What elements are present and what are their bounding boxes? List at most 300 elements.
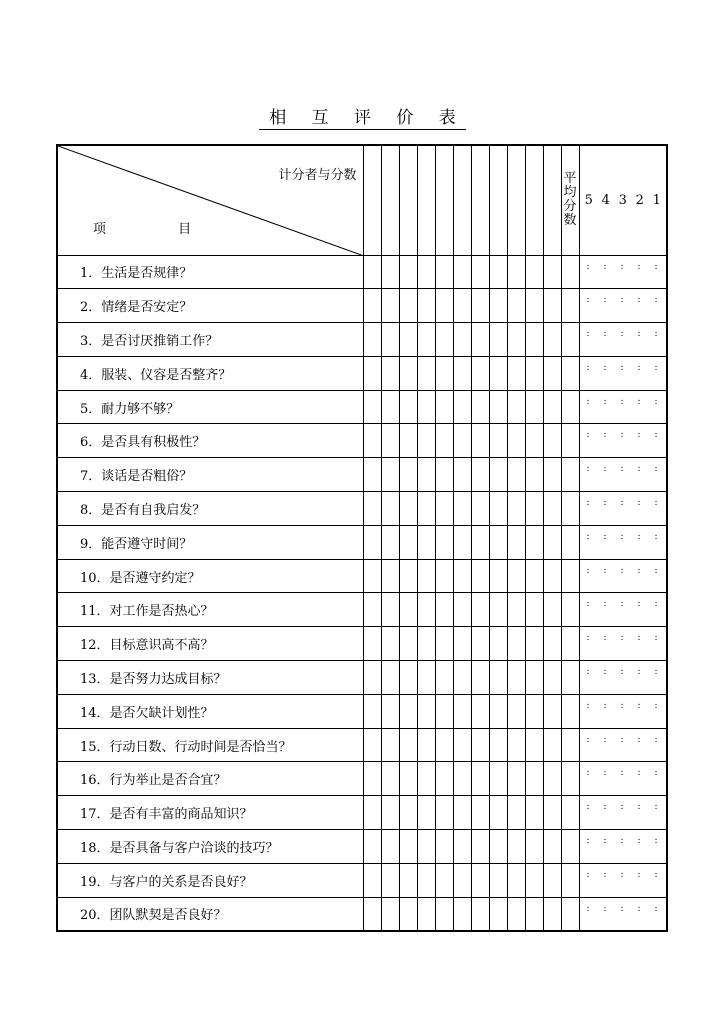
score-entry-cell[interactable]: [417, 627, 435, 661]
score-entry-cell[interactable]: [381, 830, 399, 864]
score-entry-cell[interactable]: [381, 863, 399, 897]
score-entry-cell[interactable]: [471, 762, 489, 796]
score-entry-cell[interactable]: [399, 323, 417, 357]
score-entry-cell[interactable]: [399, 424, 417, 458]
score-entry-cell[interactable]: [363, 661, 381, 695]
score-entry-cell[interactable]: [453, 390, 471, 424]
score-entry-cell[interactable]: [453, 830, 471, 864]
score-entry-cell[interactable]: [489, 897, 507, 931]
score-entry-cell[interactable]: [417, 390, 435, 424]
score-entry-cell[interactable]: [489, 390, 507, 424]
score-entry-cell[interactable]: [399, 762, 417, 796]
item-text: 8．是否有自我启发？: [57, 492, 363, 526]
score-entry-cell[interactable]: [525, 897, 543, 931]
score-entry-cell[interactable]: [435, 796, 453, 830]
score-entry-cell[interactable]: [435, 525, 453, 559]
score-entry-cell[interactable]: [471, 863, 489, 897]
score-entry-cell[interactable]: [417, 255, 435, 289]
score-entry-cell[interactable]: [543, 255, 561, 289]
average-score-cell[interactable]: [561, 492, 579, 526]
average-score-cell[interactable]: [561, 356, 579, 390]
score-entry-cell[interactable]: [507, 458, 525, 492]
score-entry-cell[interactable]: [435, 356, 453, 390]
scale-mark: :: [603, 498, 607, 509]
score-entry-cell[interactable]: [399, 728, 417, 762]
scale-mark: :: [637, 869, 641, 880]
score-entry-cell[interactable]: [435, 390, 453, 424]
scale-mark: :: [620, 498, 624, 509]
item-text: 17．是否有丰富的商品知识？: [57, 796, 363, 830]
score-entry-cell[interactable]: [417, 728, 435, 762]
score-entry-cell[interactable]: [399, 863, 417, 897]
table-row: [57, 796, 667, 830]
score-entry-cell[interactable]: [471, 796, 489, 830]
score-entry-cell[interactable]: [471, 390, 489, 424]
score-entry-cell[interactable]: [471, 424, 489, 458]
score-entry-cell[interactable]: [363, 728, 381, 762]
item-text: 11．对工作是否热心？: [57, 593, 363, 627]
score-entry-cell[interactable]: [471, 661, 489, 695]
score-entry-cell[interactable]: [525, 390, 543, 424]
score-entry-cell[interactable]: [507, 492, 525, 526]
score-entry-cell[interactable]: [363, 458, 381, 492]
score-entry-cell[interactable]: [363, 492, 381, 526]
average-score-cell[interactable]: [561, 897, 579, 931]
score-entry-cell[interactable]: [507, 525, 525, 559]
scale-mark: :: [586, 329, 590, 340]
score-entry-cell[interactable]: [525, 627, 543, 661]
score-entry-cell[interactable]: [435, 492, 453, 526]
score-entry-cell[interactable]: [453, 694, 471, 728]
score-entry-cell[interactable]: [363, 830, 381, 864]
score-entry-cell[interactable]: [363, 323, 381, 357]
score-entry-cell[interactable]: [507, 762, 525, 796]
score-entry-cell[interactable]: [363, 897, 381, 931]
score-entry-cell[interactable]: [453, 593, 471, 627]
average-score-cell[interactable]: [561, 796, 579, 830]
score-entry-cell[interactable]: [417, 694, 435, 728]
score-entry-cell[interactable]: [399, 255, 417, 289]
score-entry-cell[interactable]: [363, 424, 381, 458]
score-entry-cell[interactable]: [453, 356, 471, 390]
score-entry-cell[interactable]: [525, 830, 543, 864]
score-entry-cell[interactable]: [399, 559, 417, 593]
score-entry-cell[interactable]: [489, 458, 507, 492]
item-text: 10．是否遵守约定？: [57, 559, 363, 593]
score-entry-cell[interactable]: [471, 356, 489, 390]
score-entry-cell[interactable]: [435, 863, 453, 897]
scale-mark: :: [603, 295, 607, 306]
score-entry-cell[interactable]: [453, 762, 471, 796]
score-entry-cell[interactable]: [507, 559, 525, 593]
scale-2: 2: [635, 192, 644, 208]
score-entry-cell[interactable]: [507, 323, 525, 357]
scale-mark: :: [620, 396, 624, 407]
score-entry-cell[interactable]: [381, 897, 399, 931]
score-entry-cell[interactable]: [543, 762, 561, 796]
score-entry-cell[interactable]: [507, 661, 525, 695]
score-entry-cell[interactable]: [399, 593, 417, 627]
score-entry-cell[interactable]: [453, 492, 471, 526]
scale-mark: :: [586, 295, 590, 306]
scale-1: 1: [652, 192, 661, 208]
score-entry-cell[interactable]: [507, 255, 525, 289]
score-entry-cell[interactable]: [381, 492, 399, 526]
scale-mark: :: [603, 430, 607, 441]
score-entry-cell[interactable]: [453, 458, 471, 492]
score-entry-cell[interactable]: [543, 559, 561, 593]
scale-mark: :: [637, 498, 641, 509]
score-entry-cell[interactable]: [417, 458, 435, 492]
score-entry-cell[interactable]: [381, 525, 399, 559]
score-entry-cell[interactable]: [543, 694, 561, 728]
score-entry-cell[interactable]: [453, 661, 471, 695]
score-entry-cell[interactable]: [525, 559, 543, 593]
table-row: [57, 255, 667, 289]
scale-mark: :: [654, 329, 658, 340]
score-entry-cell[interactable]: [381, 289, 399, 323]
average-score-cell[interactable]: [561, 289, 579, 323]
score-entry-cell[interactable]: [381, 661, 399, 695]
score-entry-cell[interactable]: [453, 897, 471, 931]
average-score-cell[interactable]: [561, 830, 579, 864]
score-entry-cell[interactable]: [381, 593, 399, 627]
score-entry-cell[interactable]: [363, 525, 381, 559]
score-entry-cell[interactable]: [453, 863, 471, 897]
average-score-cell[interactable]: [561, 694, 579, 728]
scale-mark: :: [654, 295, 658, 306]
score-entry-cell[interactable]: [525, 796, 543, 830]
scale-mark-cell: [579, 289, 667, 323]
score-entry-cell[interactable]: [399, 356, 417, 390]
scale-mark: :: [654, 599, 658, 610]
score-entry-cell[interactable]: [417, 863, 435, 897]
score-entry-cell[interactable]: [453, 323, 471, 357]
scale-mark: :: [637, 329, 641, 340]
table-row: [57, 356, 667, 390]
score-entry-cell[interactable]: [525, 661, 543, 695]
score-entry-cell[interactable]: [543, 390, 561, 424]
score-entry-cell[interactable]: [381, 458, 399, 492]
score-entry-cell[interactable]: [435, 661, 453, 695]
score-entry-cell[interactable]: [489, 661, 507, 695]
scale-mark: :: [603, 531, 607, 542]
score-entry-cell[interactable]: [471, 830, 489, 864]
scale-mark: :: [603, 396, 607, 407]
item-label: 项 目: [93, 222, 226, 237]
score-entry-cell[interactable]: [435, 559, 453, 593]
score-entry-cell[interactable]: [543, 289, 561, 323]
score-entry-cell[interactable]: [435, 728, 453, 762]
score-entry-cell[interactable]: [453, 559, 471, 593]
score-entry-cell[interactable]: [399, 897, 417, 931]
score-entry-cell[interactable]: [435, 897, 453, 931]
score-entry-cell[interactable]: [471, 694, 489, 728]
score-entry-cell[interactable]: [381, 627, 399, 661]
table-row: [57, 458, 667, 492]
scale-mark: :: [620, 565, 624, 576]
average-score-cell[interactable]: [561, 458, 579, 492]
score-entry-cell[interactable]: [435, 694, 453, 728]
scale-mark: :: [603, 329, 607, 340]
score-entry-cell[interactable]: [435, 830, 453, 864]
score-entry-cell[interactable]: [399, 289, 417, 323]
scale-mark: :: [620, 295, 624, 306]
scorer-column-header: [543, 145, 561, 255]
score-entry-cell[interactable]: [525, 289, 543, 323]
score-entry-cell[interactable]: [543, 897, 561, 931]
score-entry-cell[interactable]: [543, 661, 561, 695]
scale-mark-cell: [579, 255, 667, 289]
average-score-cell[interactable]: [561, 255, 579, 289]
score-entry-cell[interactable]: [381, 762, 399, 796]
score-entry-cell[interactable]: [453, 796, 471, 830]
score-entry-cell[interactable]: [489, 492, 507, 526]
score-entry-cell[interactable]: [489, 863, 507, 897]
score-entry-cell[interactable]: [399, 458, 417, 492]
score-entry-cell[interactable]: [435, 593, 453, 627]
average-score-cell[interactable]: [561, 424, 579, 458]
scale-mark: :: [603, 768, 607, 779]
score-entry-cell[interactable]: [417, 525, 435, 559]
scale-mark: :: [603, 903, 607, 914]
score-entry-cell[interactable]: [489, 424, 507, 458]
average-score-cell[interactable]: [561, 863, 579, 897]
score-entry-cell[interactable]: [363, 694, 381, 728]
score-entry-cell[interactable]: [489, 593, 507, 627]
score-entry-cell[interactable]: [417, 593, 435, 627]
score-entry-cell[interactable]: [525, 863, 543, 897]
score-entry-cell[interactable]: [525, 694, 543, 728]
score-entry-cell[interactable]: [471, 458, 489, 492]
score-entry-cell[interactable]: [471, 289, 489, 323]
score-entry-cell[interactable]: [417, 830, 435, 864]
scale-mark: :: [637, 667, 641, 678]
scale-mark-cell: [579, 661, 667, 695]
score-entry-cell[interactable]: [417, 323, 435, 357]
score-entry-cell[interactable]: [507, 627, 525, 661]
score-entry-cell[interactable]: [381, 694, 399, 728]
score-entry-cell[interactable]: [399, 694, 417, 728]
score-entry-cell[interactable]: [525, 593, 543, 627]
score-entry-cell[interactable]: [381, 390, 399, 424]
score-entry-cell[interactable]: [381, 356, 399, 390]
scale-mark: :: [654, 633, 658, 644]
score-entry-cell[interactable]: [507, 390, 525, 424]
scale-5: 5: [584, 192, 593, 208]
average-score-cell[interactable]: [561, 559, 579, 593]
score-entry-cell[interactable]: [435, 627, 453, 661]
score-entry-cell[interactable]: [453, 627, 471, 661]
score-entry-cell[interactable]: [543, 424, 561, 458]
score-entry-cell[interactable]: [525, 762, 543, 796]
score-entry-cell[interactable]: [435, 255, 453, 289]
table-row: [57, 424, 667, 458]
score-entry-cell[interactable]: [543, 458, 561, 492]
score-entry-cell[interactable]: [417, 762, 435, 796]
scale-mark-cell: [579, 897, 667, 931]
score-entry-cell[interactable]: [417, 796, 435, 830]
score-entry-cell[interactable]: [507, 424, 525, 458]
score-entry-cell[interactable]: [543, 492, 561, 526]
score-entry-cell[interactable]: [471, 897, 489, 931]
scale-mark: :: [620, 700, 624, 711]
average-score-cell[interactable]: [561, 728, 579, 762]
score-entry-cell[interactable]: [543, 830, 561, 864]
score-entry-cell[interactable]: [489, 762, 507, 796]
score-entry-cell[interactable]: [453, 525, 471, 559]
score-entry-cell[interactable]: [417, 559, 435, 593]
score-entry-cell[interactable]: [507, 356, 525, 390]
score-entry-cell[interactable]: [489, 796, 507, 830]
score-entry-cell[interactable]: [363, 356, 381, 390]
score-entry-cell[interactable]: [363, 863, 381, 897]
score-entry-cell[interactable]: [543, 323, 561, 357]
score-entry-cell[interactable]: [525, 323, 543, 357]
score-entry-cell[interactable]: [471, 492, 489, 526]
score-entry-cell[interactable]: [363, 762, 381, 796]
score-entry-cell[interactable]: [471, 559, 489, 593]
average-score-cell[interactable]: [561, 661, 579, 695]
score-entry-cell[interactable]: [543, 627, 561, 661]
score-entry-cell[interactable]: [489, 323, 507, 357]
score-entry-cell[interactable]: [525, 728, 543, 762]
score-entry-cell[interactable]: [363, 593, 381, 627]
scale-mark: :: [654, 667, 658, 678]
scale-mark-cell: [579, 525, 667, 559]
scale-mark: :: [603, 633, 607, 644]
score-entry-cell[interactable]: [525, 525, 543, 559]
score-entry-cell[interactable]: [543, 356, 561, 390]
score-entry-cell[interactable]: [435, 458, 453, 492]
scale-mark: :: [637, 700, 641, 711]
score-entry-cell[interactable]: [363, 390, 381, 424]
score-entry-cell[interactable]: [489, 289, 507, 323]
score-entry-cell[interactable]: [363, 796, 381, 830]
average-score-cell[interactable]: [561, 390, 579, 424]
score-entry-cell[interactable]: [489, 830, 507, 864]
score-entry-cell[interactable]: [507, 897, 525, 931]
score-entry-cell[interactable]: [489, 694, 507, 728]
scorer-column-header: [471, 145, 489, 255]
score-entry-cell[interactable]: [525, 424, 543, 458]
score-entry-cell[interactable]: [363, 559, 381, 593]
scale-mark: :: [586, 565, 590, 576]
score-entry-cell[interactable]: [381, 323, 399, 357]
score-entry-cell[interactable]: [381, 559, 399, 593]
score-entry-cell[interactable]: [399, 661, 417, 695]
score-entry-cell[interactable]: [453, 728, 471, 762]
scale-mark-cell: [579, 762, 667, 796]
score-entry-cell[interactable]: [543, 525, 561, 559]
score-entry-cell[interactable]: [381, 728, 399, 762]
score-entry-cell[interactable]: [417, 897, 435, 931]
scale-mark-cell: [579, 356, 667, 390]
score-entry-cell[interactable]: [399, 492, 417, 526]
score-entry-cell[interactable]: [453, 255, 471, 289]
score-entry-cell[interactable]: [399, 627, 417, 661]
score-entry-cell[interactable]: [435, 323, 453, 357]
score-entry-cell[interactable]: [507, 830, 525, 864]
score-entry-cell[interactable]: [471, 255, 489, 289]
score-entry-cell[interactable]: [399, 796, 417, 830]
score-entry-cell[interactable]: [417, 289, 435, 323]
score-entry-cell[interactable]: [489, 728, 507, 762]
score-entry-cell[interactable]: [543, 796, 561, 830]
score-entry-cell[interactable]: [417, 661, 435, 695]
score-entry-cell[interactable]: [399, 390, 417, 424]
average-score-cell[interactable]: [561, 593, 579, 627]
score-entry-cell[interactable]: [471, 525, 489, 559]
average-score-cell[interactable]: [561, 323, 579, 357]
score-entry-cell[interactable]: [489, 525, 507, 559]
score-entry-cell[interactable]: [453, 289, 471, 323]
score-entry-cell[interactable]: [471, 728, 489, 762]
score-entry-cell[interactable]: [525, 255, 543, 289]
score-entry-cell[interactable]: [435, 762, 453, 796]
score-entry-cell[interactable]: [435, 424, 453, 458]
score-entry-cell[interactable]: [507, 863, 525, 897]
item-text: 2．情绪是否安定？: [57, 289, 363, 323]
scale-mark-cell: [579, 559, 667, 593]
score-entry-cell[interactable]: [363, 627, 381, 661]
score-entry-cell[interactable]: [417, 356, 435, 390]
score-entry-cell[interactable]: [507, 694, 525, 728]
score-entry-cell[interactable]: [543, 863, 561, 897]
score-entry-cell[interactable]: [525, 492, 543, 526]
score-entry-cell[interactable]: [507, 728, 525, 762]
score-entry-cell[interactable]: [363, 255, 381, 289]
scorer-column-header: [507, 145, 525, 255]
score-scale-header: [579, 145, 667, 255]
score-entry-cell[interactable]: [417, 492, 435, 526]
score-entry-cell[interactable]: [489, 627, 507, 661]
scale-mark: :: [620, 768, 624, 779]
score-entry-cell[interactable]: [543, 593, 561, 627]
table-row: [57, 289, 667, 323]
table-row: [57, 390, 667, 424]
average-score-cell[interactable]: [561, 525, 579, 559]
score-entry-cell[interactable]: [525, 458, 543, 492]
score-entry-cell[interactable]: [363, 289, 381, 323]
score-entry-cell[interactable]: [471, 323, 489, 357]
score-entry-cell[interactable]: [435, 289, 453, 323]
score-entry-cell[interactable]: [399, 830, 417, 864]
score-entry-cell[interactable]: [525, 356, 543, 390]
score-entry-cell[interactable]: [399, 525, 417, 559]
score-entry-cell[interactable]: [381, 424, 399, 458]
score-entry-cell[interactable]: [507, 289, 525, 323]
score-entry-cell[interactable]: [543, 728, 561, 762]
score-entry-cell[interactable]: [489, 255, 507, 289]
score-entry-cell[interactable]: [507, 593, 525, 627]
score-entry-cell[interactable]: [417, 424, 435, 458]
score-entry-cell[interactable]: [507, 796, 525, 830]
average-score-cell[interactable]: [561, 762, 579, 796]
score-entry-cell[interactable]: [489, 559, 507, 593]
average-score-cell[interactable]: [561, 627, 579, 661]
scale-mark: :: [637, 599, 641, 610]
item-text: 15．行动日数、行动时间是否恰当？: [57, 728, 363, 762]
score-entry-cell[interactable]: [471, 593, 489, 627]
score-entry-cell[interactable]: [381, 796, 399, 830]
score-entry-cell[interactable]: [453, 424, 471, 458]
score-entry-cell[interactable]: [471, 627, 489, 661]
score-entry-cell[interactable]: [381, 255, 399, 289]
table-row: [57, 627, 667, 661]
scale-mark: :: [637, 464, 641, 475]
score-entry-cell[interactable]: [489, 356, 507, 390]
